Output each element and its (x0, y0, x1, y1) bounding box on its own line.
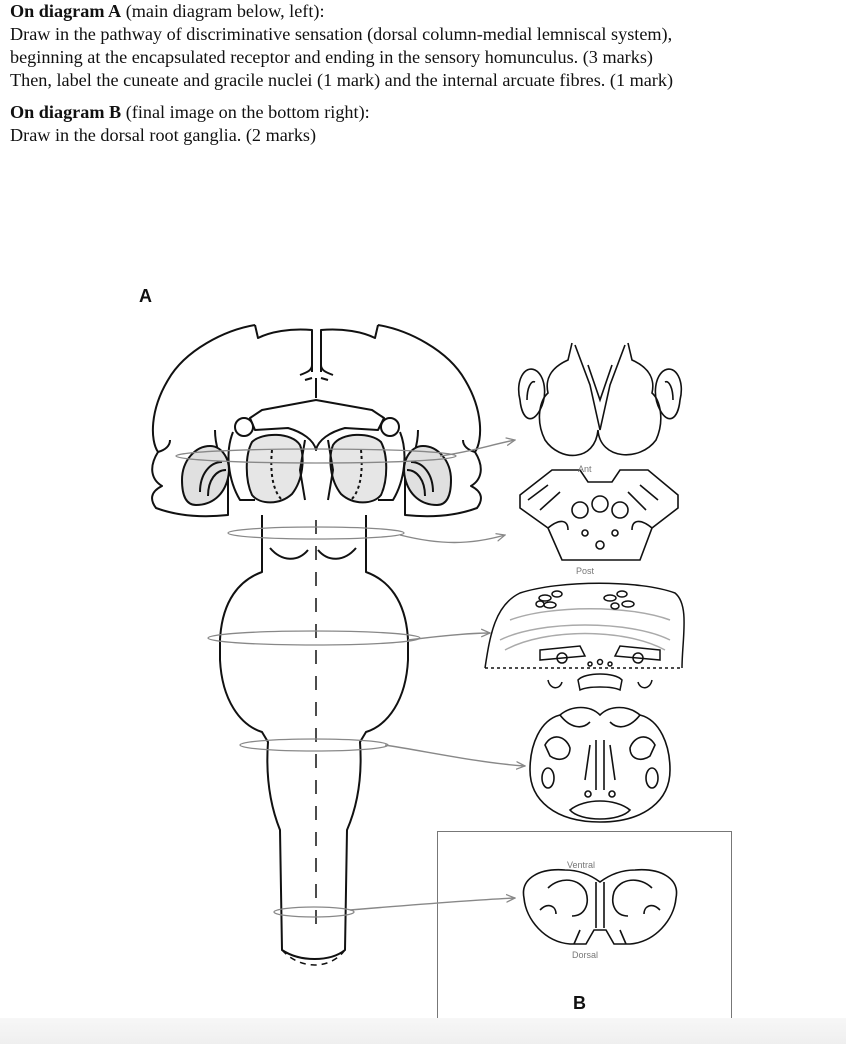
section-medulla (530, 708, 670, 823)
spinal-ventral-label: Ventral (567, 860, 596, 870)
section-spinal-cord (523, 870, 676, 944)
diagram-b-heading-note: (final image on the bottom right): (121, 102, 370, 122)
diagram-a-line-2: beginning at the encapsulated receptor and ending in the sensory homunculus. (3 marks) (10, 47, 653, 67)
diagram-a-line-3: Then, label the cuneate and gracile nuclei (1 mark) and the internal arcuate fibres. (1 mark) (10, 70, 674, 90)
midbrain-post-label: Post (576, 566, 595, 576)
diagram-a-heading: On diagram A (10, 1, 122, 21)
section-midbrain (520, 470, 678, 560)
diagram-b-heading: On diagram B (10, 102, 122, 122)
diagram-b-label: B (573, 993, 586, 1013)
diagram-a-label: A (139, 286, 152, 306)
lateral-nuclei (182, 446, 451, 505)
midbrain-ant-label: Ant (578, 464, 592, 474)
section-pons (485, 583, 684, 690)
diagram-a-heading-note: (main diagram below, left): (121, 1, 325, 21)
section-diencephalon (519, 343, 682, 455)
diagram-b-line-1: Draw in the dorsal root ganglia. (2 marks) (10, 125, 317, 145)
spinal-dorsal-label: Dorsal (572, 950, 599, 960)
diagram-a-line-1: Draw in the pathway of discriminative sensation (dorsal column-medial lemniscal system), (10, 24, 673, 44)
page-footer-strip (0, 1018, 846, 1044)
thalamus (229, 400, 405, 502)
section-arrows (350, 440, 525, 910)
brainstem (220, 515, 408, 965)
